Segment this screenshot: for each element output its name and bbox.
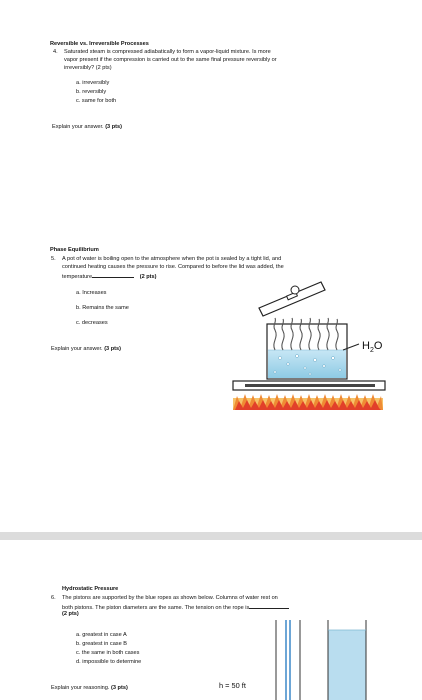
question-4-option-a[interactable]: a. irreversibly [76, 80, 110, 86]
question-5-line-3 [62, 272, 157, 281]
flames [233, 394, 383, 410]
question-6-explain [51, 685, 128, 692]
section-title-reversible: Reversible vs. Irreversible Processes [50, 41, 149, 47]
explain-prompt: Explain your reasoning. [51, 685, 110, 691]
question-6-option-a[interactable]: a. greatest in case A [76, 632, 127, 638]
question-6-number: 6. [51, 595, 56, 601]
question-5-explain [51, 346, 121, 353]
question-5-option-c[interactable]: c. decreases [76, 320, 108, 326]
question-4-explain [52, 124, 122, 131]
pot-body [267, 324, 347, 379]
case-a-column [276, 620, 300, 700]
case-b-column [328, 620, 366, 700]
question-4-number: 4. [53, 49, 58, 55]
explain-prompt: Explain your answer. [51, 346, 103, 352]
question-4-line-2: vapor present if the compression is carried out to the same final pressure reversibly or [64, 57, 277, 63]
question-4-option-c[interactable]: c. same for both [76, 98, 117, 104]
section-title-phase: Phase Equilibrium [50, 247, 99, 253]
question-4-line-3: irreversibly? (2 pts) [64, 65, 112, 71]
boiling-pot-figure [225, 280, 395, 420]
question-6-option-d[interactable]: d. impossible to determine [76, 659, 142, 665]
question-4-option-b[interactable]: b. reversibly [76, 89, 107, 95]
stove-plate [233, 381, 385, 390]
page-2 [0, 540, 422, 700]
h2o-label: $H_2O$ [362, 340, 383, 354]
pistons-figure [258, 620, 378, 700]
question-6-option-c[interactable]: c. the same in both cases [76, 650, 140, 656]
explain-points: (3 pts) [104, 346, 121, 352]
question-5-line-1: A pot of water is boiling open to the atmosphere when the pot is sealed by a tight lid, and [62, 256, 282, 262]
height-label: h = 50 ft [219, 681, 246, 690]
page-divider [0, 532, 422, 540]
question-6-line-2 [62, 603, 289, 612]
explain-points: (3 pts) [111, 685, 128, 691]
question-5-tail-start: temperature [62, 274, 93, 280]
question-5-option-b[interactable]: b. Remains the same [76, 305, 129, 311]
answer-blank[interactable] [249, 603, 289, 609]
question-5-points: (2 pts) [139, 274, 157, 280]
question-5-option-a[interactable]: a. Increases [76, 290, 107, 296]
explain-points: (3 pts) [105, 124, 122, 130]
question-5-number: 5. [51, 256, 56, 262]
question-6-line-1: The pistons are supported by the blue ropes as shown below. Columns of water rest on [62, 595, 278, 601]
section-title-hydrostatic: Hydrostatic Pressure [62, 586, 119, 592]
answer-blank[interactable] [92, 272, 134, 278]
question-6-points: (2 pts) [62, 611, 79, 617]
pot-lid [259, 282, 325, 316]
question-6-option-b[interactable]: b. greatest in case B [76, 641, 127, 647]
explain-prompt: Explain your answer. [52, 124, 104, 130]
question-6-line-2-text: both pistons. The piston diameters are the same. The tension on the rope is [62, 605, 250, 611]
question-5-line-2: continued heating causes the pressure to rise. Compared to before the lid was added, the [62, 264, 284, 270]
question-4-line-1: Saturated steam is compressed adiabatically to form a vapor-liquid mixture. Is more [64, 49, 271, 55]
